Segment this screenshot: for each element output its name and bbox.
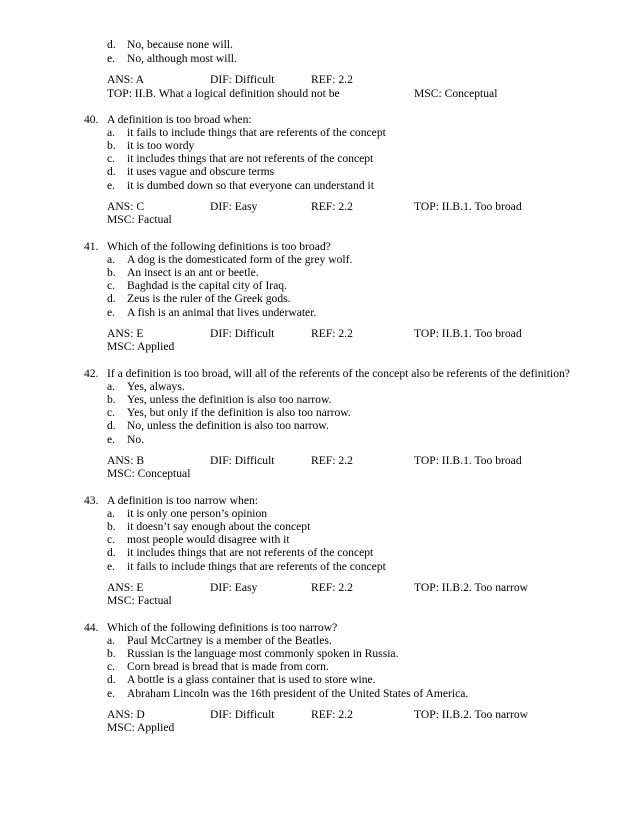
option-letter: b. <box>107 647 116 660</box>
option-text: it fails to include things that are referents of the concept <box>127 560 386 573</box>
option-letter: e. <box>107 433 116 446</box>
option-text: No, although most will. <box>127 52 237 65</box>
option-letter: a. <box>107 380 116 393</box>
option-text: Abraham Lincoln was the 16th president of the United States of America. <box>127 687 469 700</box>
option-letter: c. <box>107 152 116 165</box>
option-text: Russian is the language most commonly spoken in Russia. <box>127 647 399 660</box>
option-letter: e. <box>107 687 116 700</box>
option-text: No, because none will. <box>127 38 233 51</box>
difficulty-label: DIF: Difficult <box>210 327 275 340</box>
option-text: A dog is the domesticated form of the grey wolf. <box>127 253 353 266</box>
option-text: it is too wordy <box>127 139 195 152</box>
reference-label: REF: 2.2 <box>311 200 353 213</box>
option-letter: d. <box>107 546 116 559</box>
option-letter: b. <box>107 266 116 279</box>
difficulty-label: DIF: Difficult <box>210 708 275 721</box>
option-text: Yes, but only if the definition is also too narrow. <box>127 406 351 419</box>
option-letter: c. <box>107 279 116 292</box>
difficulty-label: DIF: Difficult <box>210 73 275 86</box>
answer-label: ANS: E <box>107 581 144 594</box>
reference-label: REF: 2.2 <box>311 73 353 86</box>
option-letter: b. <box>107 520 116 533</box>
option-letter: a. <box>107 126 116 139</box>
question-text: If a definition is too broad, will all of the referents of the concept also be referents of the definition? <box>107 367 570 380</box>
question-number: 41. <box>84 240 99 253</box>
answer-label: ANS: A <box>107 73 145 86</box>
option-text: A fish is an animal that lives underwater. <box>127 306 317 319</box>
question-number: 40. <box>84 113 99 126</box>
topic-label: TOP: II.B.1. Too broad <box>414 454 522 467</box>
option-text: it is only one person’s opinion <box>127 507 268 520</box>
option-text: it uses vague and obscure terms <box>127 165 275 178</box>
answer-label: ANS: E <box>107 327 144 340</box>
option-letter: c. <box>107 533 116 546</box>
option-letter: a. <box>107 634 116 647</box>
misc-label: MSC: Factual <box>107 213 172 226</box>
option-text: it fails to include things that are referents of the concept <box>127 126 386 139</box>
option-letter: b. <box>107 139 116 152</box>
difficulty-label: DIF: Difficult <box>210 454 275 467</box>
option-text: Yes, always. <box>127 380 185 393</box>
option-letter: a. <box>107 253 116 266</box>
option-letter: d. <box>107 38 116 51</box>
question-number: 42. <box>84 367 99 380</box>
answer-label: ANS: B <box>107 454 145 467</box>
option-text: No, unless the definition is also too narrow. <box>127 419 329 432</box>
question-text: Which of the following definitions is too narrow? <box>107 621 338 634</box>
option-text: Zeus is the ruler of the Greek gods. <box>127 292 291 305</box>
reference-label: REF: 2.2 <box>311 708 353 721</box>
option-letter: c. <box>107 406 116 419</box>
question-number: 44. <box>84 621 99 634</box>
reference-label: REF: 2.2 <box>311 327 353 340</box>
difficulty-label: DIF: Easy <box>210 581 258 594</box>
option-text: Paul McCartney is a member of the Beatles. <box>127 634 332 647</box>
option-letter: c. <box>107 660 116 673</box>
question-text: Which of the following definitions is too broad? <box>107 240 331 253</box>
option-text: An insect is an ant or beetle. <box>127 266 259 279</box>
reference-label: REF: 2.2 <box>311 581 353 594</box>
answer-label: ANS: D <box>107 708 145 721</box>
option-letter: a. <box>107 507 116 520</box>
option-letter: e. <box>107 52 116 65</box>
question-number: 43. <box>84 494 99 507</box>
option-letter: d. <box>107 673 116 686</box>
question-text: A definition is too narrow when: <box>107 494 259 507</box>
option-text: A bottle is a glass container that is used to store wine. <box>127 673 376 686</box>
option-letter: d. <box>107 292 116 305</box>
topic-label: TOP: II.B. What a logical definition should not be <box>107 87 340 100</box>
misc-label: MSC: Conceptual <box>107 467 191 480</box>
option-text: Corn bread is bread that is made from corn. <box>127 660 329 673</box>
option-letter: d. <box>107 165 116 178</box>
misc-label: MSC: Conceptual <box>414 87 498 100</box>
option-letter: e. <box>107 560 116 573</box>
option-text: it doesn’t say enough about the concept <box>127 520 311 533</box>
option-text: it includes things that are not referents of the concept <box>127 152 374 165</box>
reference-label: REF: 2.2 <box>311 454 353 467</box>
question-text: A definition is too broad when: <box>107 113 252 126</box>
topic-label: TOP: II.B.2. Too narrow <box>414 581 529 594</box>
option-text: Yes, unless the definition is also too narrow. <box>127 393 332 406</box>
misc-label: MSC: Applied <box>107 340 175 353</box>
topic-label: TOP: II.B.1. Too broad <box>414 200 522 213</box>
option-letter: e. <box>107 179 116 192</box>
topic-label: TOP: II.B.1. Too broad <box>414 327 522 340</box>
option-letter: b. <box>107 393 116 406</box>
option-text: Baghdad is the capital city of Iraq. <box>127 279 288 292</box>
misc-label: MSC: Factual <box>107 594 172 607</box>
option-text: it is dumbed down so that everyone can understand it <box>127 179 374 192</box>
option-letter: d. <box>107 419 116 432</box>
option-text: it includes things that are not referents of the concept <box>127 546 374 559</box>
difficulty-label: DIF: Easy <box>210 200 258 213</box>
misc-label: MSC: Applied <box>107 721 175 734</box>
answer-label: ANS: C <box>107 200 145 213</box>
option-text: No. <box>127 433 145 446</box>
option-text: most people would disagree with it <box>127 533 290 546</box>
topic-label: TOP: II.B.2. Too narrow <box>414 708 529 721</box>
option-letter: e. <box>107 306 116 319</box>
